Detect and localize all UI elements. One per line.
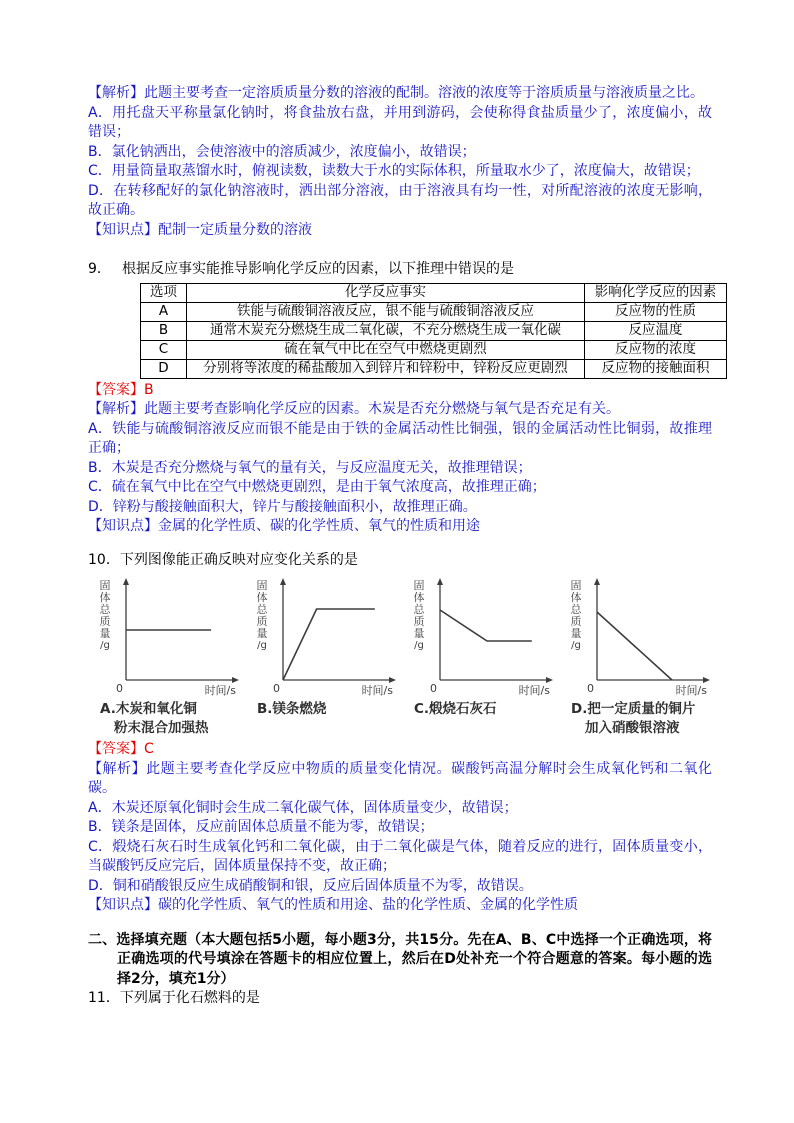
analysis-option-d: D．铜和硝酸银反应生成硝酸铜和银，反应后固体质量不为零，故错误。 — [88, 877, 533, 894]
graph-option-c — [412, 576, 555, 738]
data-line — [283, 609, 375, 680]
x-axis-label: 时间/s — [361, 684, 393, 697]
x-axis-arrow — [703, 677, 710, 683]
question-11 — [88, 989, 712, 1009]
table-cell: 反应温度 — [585, 321, 727, 340]
question-number: 11． — [88, 990, 120, 1006]
graph-caption-line2: 粉末混合加强热 — [114, 720, 209, 736]
q10-analysis-block — [88, 760, 712, 916]
question-text: 下列属于化石燃料的是 — [119, 990, 260, 1006]
x-axis-arrow — [232, 677, 239, 683]
q9-fact-table — [140, 283, 727, 379]
y-axis-unit: /g — [100, 640, 110, 651]
table-cell: D — [141, 359, 187, 378]
origin-label: 0 — [587, 682, 594, 695]
y-axis-arrow — [594, 578, 600, 585]
x-axis-arrow — [546, 677, 553, 683]
y-axis-arrow — [437, 578, 443, 585]
origin-label: 0 — [116, 682, 123, 695]
graph-option-b — [255, 576, 398, 738]
analysis-option-b: B．氯化钠洒出，会使溶液中的溶质减少，浓度偏小，故错误； — [88, 143, 476, 160]
q9-answer: 【答案】B — [88, 381, 154, 398]
table-cell: 铁能与硫酸铜溶液反应，银不能与硫酸铜溶液反应 — [187, 302, 585, 321]
question-9 — [88, 260, 712, 280]
table-cell: 硫在氧气中比在空气中燃烧更剧烈 — [187, 340, 585, 359]
graph-caption-line1: B.镁条燃烧 — [257, 701, 327, 717]
table-row — [141, 359, 727, 378]
analysis-option-d: D．锌粉与酸接触面积大，锌片与酸接触面积小，故推理正确。 — [88, 498, 477, 515]
analysis-option-c: C．煅烧石灰石时生成氧化钙和二氧化碳，由于二氧化碳是气体，随着反应的进行，固体质量变小，当碳酸钙反应完后，固体质量保持不变，故正确； — [88, 838, 712, 874]
analysis-line: 【解析】此题主要考查影响化学反应的因素。木炭是否充分燃烧与氧气是否充足有关。 — [88, 401, 620, 417]
x-axis-label: 时间/s — [518, 684, 550, 697]
analysis-line: 【解析】此题主要考查一定溶质质量分数的溶液的配制。溶液的浓度等于溶质质量与溶液质量之比。 — [88, 85, 704, 101]
table-row — [141, 302, 727, 321]
analysis-option-c: C．硫在氧气中比在空气中燃烧更剧烈，是由于氧气浓度高，故推理正确； — [88, 479, 546, 495]
data-line — [440, 610, 532, 641]
x-axis-label: 时间/s — [675, 684, 707, 697]
y-axis-label: 固体总质量 — [99, 579, 111, 640]
graph-caption-line2: 加入硝酸银溶液 — [585, 720, 680, 736]
question-10 — [88, 551, 712, 571]
table-cell: C — [141, 340, 187, 359]
line-chart — [269, 576, 398, 698]
table-cell: B — [141, 321, 187, 340]
graph-caption-line1: A.木炭和氧化铜 — [100, 701, 197, 717]
y-axis-label: 固体总质量 — [413, 579, 425, 640]
analysis-option-d: D．在转移配好的氯化钠溶液时，洒出部分溶液，由于溶液具有均一性，对所配溶液的浓度无影响，故正确。 — [88, 182, 712, 218]
table-header-row — [141, 283, 727, 302]
y-axis-unit: /g — [257, 640, 267, 651]
graph-caption-line1: D.把一定质量的铜片 — [571, 701, 696, 717]
graph-plot-area — [255, 576, 398, 698]
graph-plot-area — [98, 576, 241, 698]
line-chart — [426, 576, 555, 698]
table-cell: 通常木炭充分燃烧生成二氧化碳，不充分燃烧生成一氧化碳 — [187, 321, 585, 340]
table-cell: 反应物的性质 — [585, 302, 727, 321]
q10-graph-strip — [98, 576, 712, 738]
y-axis-label: 固体总质量 — [256, 579, 268, 640]
line-chart — [583, 576, 712, 698]
table-row — [141, 321, 727, 340]
table-cell: 分别将等浓度的稀盐酸加入到锌片和锌粉中，锌粉反应更剧烈 — [187, 359, 585, 378]
question-number: 10． — [88, 551, 120, 568]
table-cell: A — [141, 302, 187, 321]
analysis-option-c: C．用量筒量取蒸馏水时，俯视读数，读数大于水的实际体积，所量取水少了，浓度偏大，故错误； — [88, 163, 700, 179]
y-axis-unit: /g — [571, 640, 581, 651]
analysis-option-b: B．木炭是否充分燃烧与氧气的量有关，与反应温度无关，故推理错误； — [88, 459, 532, 476]
q10-answer: 【答案】C — [88, 741, 154, 757]
table-header-factor: 影响化学反应的因素 — [585, 283, 727, 302]
section-2-heading: 二、选择填充题（本大题包括5小题，每小题3分，共15分。先在A、B、C中选择一个正确选项，将正确选项的代号填涂在答题卡的相应位置上，然后在D处补充一个符合题意的答案。每小题的选择2分，填充1分） — [88, 931, 712, 987]
question-text: 下列图像能正确反映对应变化关系的是 — [119, 551, 358, 568]
data-line — [597, 612, 672, 680]
q9-analysis-block — [88, 400, 712, 537]
y-axis-unit: /g — [414, 640, 424, 651]
table-header-fact: 化学反应事实 — [187, 283, 585, 302]
analysis-option-b: B．镁条是固体，反应前固体总质量不能为零，故错误； — [88, 819, 434, 835]
q8-analysis-block — [88, 84, 712, 240]
knowledge-point-line: 【知识点】配制一定质量分数的溶液 — [88, 221, 312, 238]
question-text: 根据反应事实能推导影响化学反应的因素，以下推理中错误的是 — [122, 261, 514, 277]
analysis-option-a: A．铁能与硫酸铜溶液反应而银不能是由于铁的金属活动性比铜强，银的金属活动性比铜弱，故推理正确； — [88, 420, 712, 456]
document-content — [88, 84, 717, 1009]
origin-label: 0 — [273, 682, 280, 695]
y-axis-label: 固体总质量 — [570, 579, 582, 640]
knowledge-point-line: 【知识点】金属的化学性质、碳的化学性质、氧气的性质和用途 — [88, 518, 480, 534]
graph-option-d — [569, 576, 712, 738]
table-header-option: 选项 — [141, 283, 187, 302]
analysis-option-a: A．用托盘天平称量氯化钠时，将食盐放右盘，并用到游码，会使称得食盐质量少了，浓度偏小，故错误； — [88, 104, 712, 140]
graph-plot-area — [569, 576, 712, 698]
x-axis-label: 时间/s — [204, 684, 236, 697]
line-chart — [112, 576, 241, 698]
knowledge-point-line: 【知识点】碳的化学性质、氧气的性质和用途、盐的化学性质、金属的化学性质 — [88, 897, 578, 913]
graph-caption-line1: C.煅烧石灰石 — [414, 701, 497, 717]
graph-option-a — [98, 576, 241, 738]
table-row — [141, 340, 727, 359]
table-cell: 反应物的浓度 — [585, 340, 727, 359]
graph-plot-area — [412, 576, 555, 698]
y-axis-arrow — [280, 578, 286, 585]
analysis-line: 【解析】此题主要考查化学反应中物质的质量变化情况。碳酸钙高温分解时会生成氧化钙和二氧化碳。 — [88, 760, 712, 796]
x-axis-arrow — [389, 677, 396, 683]
table-cell: 反应物的接触面积 — [585, 359, 727, 378]
origin-label: 0 — [430, 682, 437, 695]
analysis-option-a: A．木炭还原氧化铜时会生成二氧化碳气体，固体质量变少，故错误； — [88, 799, 518, 816]
y-axis-arrow — [123, 578, 129, 585]
question-number: 9． — [88, 261, 111, 277]
